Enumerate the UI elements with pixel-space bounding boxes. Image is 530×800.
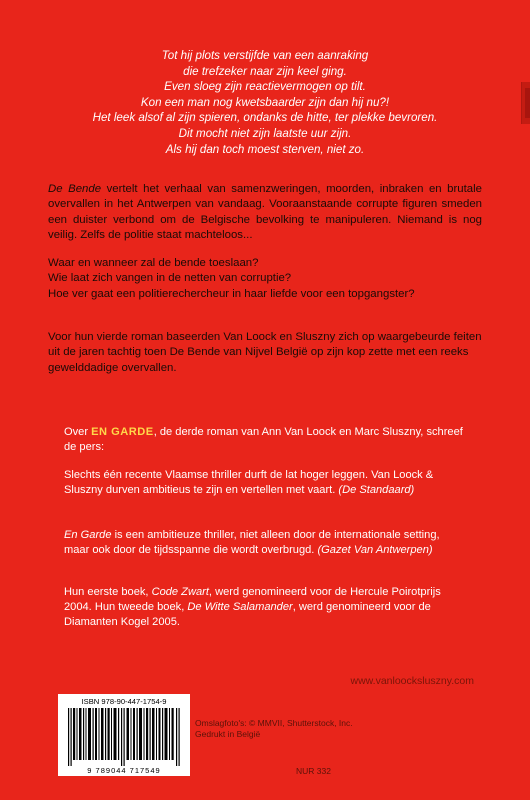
printed-in: Gedrukt in België bbox=[195, 729, 261, 739]
quote-line: Als hij dan toch moest sterven, niet zo. bbox=[165, 142, 365, 156]
website-link[interactable]: www.vanloocksluszny.com bbox=[350, 675, 474, 687]
nur-code: NUR 332 bbox=[296, 766, 331, 776]
review-intro-suffix: , de derde roman van Ann Van Loock en Marc Sluszny, schreef de pers: bbox=[64, 426, 463, 453]
review-quote-source: (Gazet Van Antwerpen) bbox=[317, 544, 433, 556]
books-text-a: Hun eerste boek, bbox=[64, 586, 152, 598]
previous-books bbox=[64, 585, 464, 630]
review-intro-prefix: Over bbox=[64, 426, 92, 438]
barcode-icon bbox=[66, 708, 182, 766]
isbn-text: ISBN 978-90-447-1754-9 bbox=[81, 697, 167, 706]
credits bbox=[195, 718, 353, 740]
books-text-c: , werd genomineerd voor de Diamanten Kogel 2005. bbox=[64, 601, 431, 628]
cover-edge-tab-inner bbox=[525, 88, 530, 118]
review-quote-gazet bbox=[64, 528, 464, 558]
books-text-b: , werd genomineerd voor de Hercule Poirotprijs 2004. Hun tweede boek, bbox=[64, 586, 441, 613]
quote-line: Kon een man nog kwetsbaarder zijn dan hij nu?! bbox=[140, 95, 390, 109]
book-title-code-zwart: Code Zwart bbox=[151, 586, 209, 598]
review-intro bbox=[64, 425, 464, 455]
excerpt-quote bbox=[40, 48, 490, 157]
review-quote-title: En Garde bbox=[64, 529, 112, 541]
barcode-box bbox=[58, 694, 190, 776]
question-line: Hoe ver gaat een politierechercheur in haar liefde voor een topgangster? bbox=[48, 287, 415, 300]
question-line: Wie laat zich vangen in de netten van corruptie? bbox=[48, 272, 292, 285]
quote-line: Het leek alsof al zijn spieren, ondanks de hitte, ter plekke bevroren. bbox=[92, 111, 438, 125]
quote-line: die trefzeker naar zijn keel ging. bbox=[183, 64, 347, 78]
intro-paragraph bbox=[48, 182, 482, 243]
barcode-digits: 9 789044 717549 bbox=[87, 766, 161, 775]
quote-line: Even sloeg zijn reactievermogen op tilt. bbox=[164, 80, 366, 94]
review-quote-source: (De Standaard) bbox=[338, 484, 415, 496]
question-line: Waar en wanneer zal de bende toeslaan? bbox=[48, 257, 259, 269]
quote-line: Dit mocht niet zijn laatste uur zijn. bbox=[178, 126, 352, 140]
book-title-witte-salamander: De Witte Salamander bbox=[187, 601, 293, 613]
en-garde-title: EN GARDE bbox=[91, 426, 154, 438]
intro-text: vertelt het verhaal van samenzweringen, moorden, inbraken en brutale overvallen in het Antwerpen van vandaag. Vooraanstaande corrupte figuren smeden een duister verbond om de Belgische bevolking te manipuleren. Niemand is nog veilig. Zelfs de politie staat machteloos... bbox=[48, 183, 482, 241]
photo-credit: Omslagfoto's: © MMVII, Shutterstock, Inc. bbox=[195, 718, 353, 728]
questions-list bbox=[48, 256, 482, 302]
intro-book-title: De Bende bbox=[48, 183, 102, 195]
review-quote-text: is een ambitieuze thriller, niet alleen door de internationale setting, maar ook door de tijdsspanne die wordt overbrugd. bbox=[64, 529, 440, 556]
review-quote-text: Slechts één recente Vlaamse thriller durft de lat hoger leggen. Van Loock & Sluszny durven ambitieus te zijn en vertellen met vaart. bbox=[64, 469, 434, 496]
quote-line: Tot hij plots verstijfde van een aanraking bbox=[161, 49, 369, 62]
review-quote-standaard bbox=[64, 468, 464, 498]
background-paragraph: Voor hun vierde roman baseerden Van Loock en Sluszny zich op waargebeurde feiten uit de jaren tachtig toen De Bende van Nijvel België op zijn kop zette met een reeks gewelddadige overvallen. bbox=[48, 331, 482, 374]
